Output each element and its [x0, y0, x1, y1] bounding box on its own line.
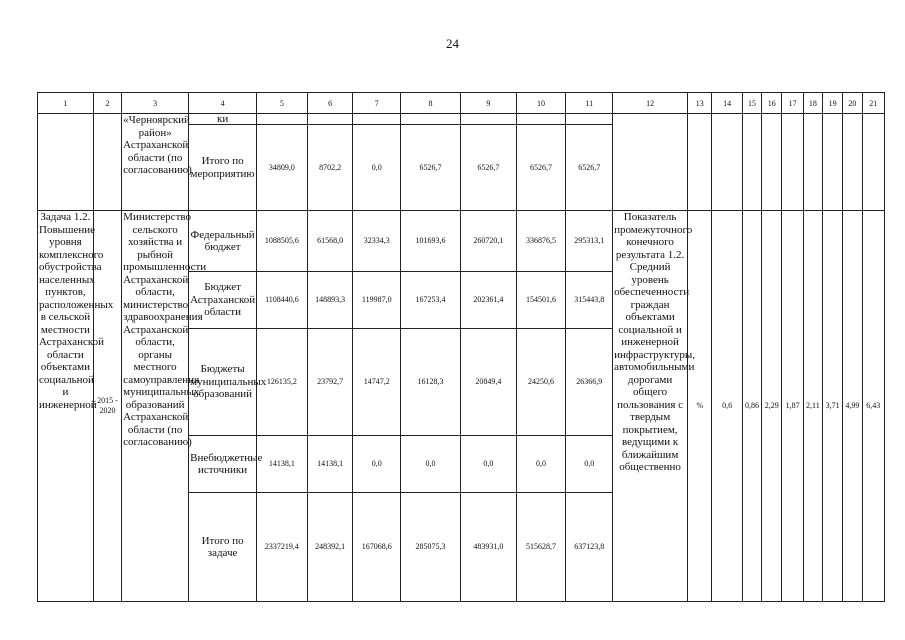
value-cell: 119987,0 — [353, 272, 401, 329]
col-header: 18 — [803, 93, 822, 114]
row-label: Итого по задаче — [189, 493, 257, 602]
continuation-top-row — [38, 114, 885, 125]
page-number: 24 — [446, 36, 459, 51]
empty-cell — [460, 114, 516, 125]
value-cell: 61568,0 — [307, 211, 353, 272]
col-header: 19 — [823, 93, 843, 114]
empty-cell — [93, 114, 121, 211]
value-cell: 167253,4 — [401, 272, 461, 329]
value-cell: 126135,2 — [257, 329, 308, 436]
value-cell: 0,0 — [460, 436, 516, 493]
value-cell: 14138,1 — [307, 436, 353, 493]
target-cell: 1,87 — [782, 211, 803, 602]
col-header: 10 — [516, 93, 566, 114]
value-cell: 20849,4 — [460, 329, 516, 436]
col-header: 12 — [613, 93, 688, 114]
continuation-row-label: Итого по мероприятию — [189, 125, 257, 211]
target-cell: 0,86 — [742, 211, 761, 602]
col-header: 11 — [566, 93, 613, 114]
value-cell: 315443,8 — [566, 272, 613, 329]
task-unit: % — [688, 211, 712, 602]
row-label: Бюджет Астраханской области — [189, 272, 257, 329]
empty-cell — [782, 114, 803, 211]
target-cell: 2,11 — [803, 211, 822, 602]
value-cell: 248392,1 — [307, 493, 353, 602]
task-period: 2015 - 2020 — [93, 211, 121, 602]
value-cell: 0,0 — [353, 436, 401, 493]
col-header: 20 — [843, 93, 862, 114]
value-cell: 148893,3 — [307, 272, 353, 329]
task-name: Задача 1.2. Повышение уровня комплексного обустройства населенных пунктов, расположенных в сельской местности Астраханской области объектами социальной и инженерной — [38, 211, 94, 602]
value-cell: 6526,7 — [460, 125, 516, 211]
task-indicator: Показатель промежуточного конечного результата 1.2. Средний уровень обеспеченности граждан объектами социальной и инженерной инфраструктуры, автомобильными дорогами общего пользования с твердым покрытием, ведущими к ближайшим общественно — [613, 211, 688, 602]
col-header: 15 — [742, 93, 761, 114]
value-cell: 0,0 — [516, 436, 566, 493]
value-cell: 26366,9 — [566, 329, 613, 436]
value-cell: 167068,6 — [353, 493, 401, 602]
value-cell: 0,0 — [401, 436, 461, 493]
col-header: 5 — [257, 93, 308, 114]
value-cell: 637123,8 — [566, 493, 613, 602]
empty-cell — [712, 114, 742, 211]
value-cell: 6526,7 — [401, 125, 461, 211]
value-cell: 0,0 — [353, 125, 401, 211]
row-label: Бюджеты муниципальных образований — [189, 329, 257, 436]
col-header: 8 — [401, 93, 461, 114]
value-cell: 260720,1 — [460, 211, 516, 272]
value-cell: 0,0 — [566, 436, 613, 493]
value-cell: 6526,7 — [516, 125, 566, 211]
empty-cell — [843, 114, 862, 211]
header-row — [38, 93, 885, 114]
empty-cell — [613, 114, 688, 211]
col-header: 2 — [93, 93, 121, 114]
value-cell: 101693,6 — [401, 211, 461, 272]
row-label: Федеральный бюджет — [189, 211, 257, 272]
value-cell: 14138,1 — [257, 436, 308, 493]
value-cell: 14747,2 — [353, 329, 401, 436]
target-cell: 2,29 — [762, 211, 782, 602]
col-header: 16 — [762, 93, 782, 114]
value-cell: 8702,2 — [307, 125, 353, 211]
target-cell: 6,43 — [862, 211, 884, 602]
empty-cell — [762, 114, 782, 211]
col-header: 1 — [38, 93, 94, 114]
empty-cell — [566, 114, 613, 125]
col-header: 3 — [122, 93, 189, 114]
empty-cell — [862, 114, 884, 211]
value-cell: 24250,6 — [516, 329, 566, 436]
col-header: 17 — [782, 93, 803, 114]
value-cell: 483931,0 — [460, 493, 516, 602]
target-cell: 0,6 — [712, 211, 742, 602]
empty-cell — [803, 114, 822, 211]
value-cell: 23792,7 — [307, 329, 353, 436]
value-cell: 34809,0 — [257, 125, 308, 211]
target-cell: 3,71 — [823, 211, 843, 602]
empty-cell — [516, 114, 566, 125]
empty-cell — [257, 114, 308, 125]
value-cell: 6526,7 — [566, 125, 613, 211]
continuation-top-label: ки — [189, 114, 257, 125]
value-cell: 295313,1 — [566, 211, 613, 272]
col-header: 14 — [712, 93, 742, 114]
empty-cell — [688, 114, 712, 211]
value-cell: 154501,6 — [516, 272, 566, 329]
col-header: 13 — [688, 93, 712, 114]
value-cell: 285075,3 — [401, 493, 461, 602]
value-cell: 202361,4 — [460, 272, 516, 329]
value-cell: 1108440,6 — [257, 272, 308, 329]
col-header: 7 — [353, 93, 401, 114]
value-cell: 32334,3 — [353, 211, 401, 272]
budget-table — [37, 92, 885, 602]
empty-cell — [401, 114, 461, 125]
value-cell: 515628,7 — [516, 493, 566, 602]
value-cell: 336876,5 — [516, 211, 566, 272]
continuation-executor: «Черноярский район» Астраханской области (по согласованию) — [122, 114, 189, 211]
empty-cell — [38, 114, 94, 211]
empty-cell — [742, 114, 761, 211]
col-header: 9 — [460, 93, 516, 114]
value-cell: 2337219,4 — [257, 493, 308, 602]
task-row-federal — [38, 211, 885, 272]
col-header: 21 — [862, 93, 884, 114]
col-header: 6 — [307, 93, 353, 114]
task-executor: Министерство сельского хозяйства и рыбной промышленности Астраханской области, министерство здравоохранения Астраханской области, органы местного самоуправления муниципальных образований Астраханской области (по согласованию) — [122, 211, 189, 602]
value-cell: 1088505,6 — [257, 211, 308, 272]
empty-cell — [307, 114, 353, 125]
empty-cell — [823, 114, 843, 211]
empty-cell — [353, 114, 401, 125]
col-header: 4 — [189, 93, 257, 114]
row-label: Внебюджетные источники — [189, 436, 257, 493]
target-cell: 4,99 — [843, 211, 862, 602]
value-cell: 16128,3 — [401, 329, 461, 436]
